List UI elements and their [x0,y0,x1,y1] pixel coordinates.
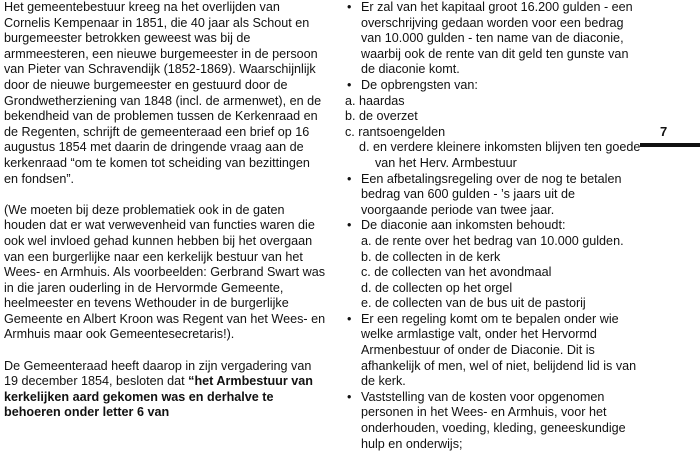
list-item: a. haardas [345,93,405,108]
bullet-payment-arrangement: • Een afbetalingsregeling over de nog te betalen bedrag van 600 gulden - ’s jaars uit de voorgaande periode van twee jaar. [345,172,645,219]
paragraph-1: Het gemeentebestuur kreeg na het overlijden van Cornelis Kempenaar in 1851, die 40 jaar als Schout en burgemeester betrokken geweest was bij de armmeesteren, een nieuwe burgemeester in de persoon van Pieter van Schravendijk (1852-1869). Waarschijnlijk door de nieuwe burgemeester en gestuurd door de Grondwetherziening van 1848 (incl. de armenwet), en de bekendheid van de problemen tussen de Kerkenraad en de Regenten, schrijft de gemeenteraad een brief op 16 augustus 1854 met daarin de dringende vraag aan de kerkenraad “om te komen tot scheiding van bezittingen en fondsen”. [4,0,322,186]
paragraph-2: (We moeten bij deze problematiek ook in de gaten houden dat er wat verwevenheid van functies waren die ook wel invloed gehad kunnen hebben bij het overgaan van een burgerlijke naar een kerkelijk bestuur van het Wees- en Armhuis. Als voorbeelden: Gerbrand Swart was in die jaren ouderling in de Hervormde Gemeente, heelmeester en tevens Wethouder in de burgerlijke Gemeente en Albert Kroon was Regent van het Wees- en Armhuis maar ook Gemeentesecretaris!). [4,202,326,342]
paragraph-3-quote: “het Armbestuur van kerkelijken aard gekomen was en derhalve te behoeren onder letter 6 van [4,374,313,420]
list-item: b. de collecten in de kerk [361,249,501,264]
paragraph-3-text: De Gemeenteraad heeft daarop in zijn vergadering van 19 december 1854, besloten dat [4,358,312,389]
list-item: b. de overzet [345,109,418,124]
list-item: a. de rente over het bedrag van 10.000 gulden. [361,233,624,248]
bullet-revenues: • De opbrengsten van: [345,78,645,94]
bullet-capital-transfer: • Er zal van het kapitaal groot 16.200 gulden - een overschrijving gedaan worden voor een bedrag van 10.000 gulden - ten name van de diaconie, waarbij ook de rente van dit geld ten gunste van de diaconie komt. [345,0,645,78]
bullet-regulation: • Er een regeling komt om te bepalen onder wie welke armlastige valt, onder het Hervormd Armenbestuur of onder de Diaconie. Dit is afhankelijk of men, wel of niet, belijdend lid is van de kerk. [345,312,645,390]
list-item: d. de collecten op het orgel [361,280,513,295]
page-marker-bar [640,143,700,147]
left-column [4,0,326,421]
page-number: 7 [660,124,668,139]
bullet-diaconie-income: • De diaconie aan inkomsten behoudt: [345,218,645,234]
paragraph-3 [4,359,326,421]
list-item: d. en verdere kleinere inkomsten blijven ten goede van het Herv. Armbestuur [359,140,641,170]
right-column [345,0,645,452]
list-item: c. de collecten van het avondmaal [361,265,552,280]
bullet-cost-determination: • Vaststelling van de kosten voor opgenomen personen in het Wees- en Armhuis, voor het onderhouden, voeding, kleding, geneeskundige hulp en onderwijs; [345,390,645,452]
list-item: e. de collecten van de bus uit de pastorij [361,296,586,311]
list-item: c. rantsoengelden [345,124,446,139]
